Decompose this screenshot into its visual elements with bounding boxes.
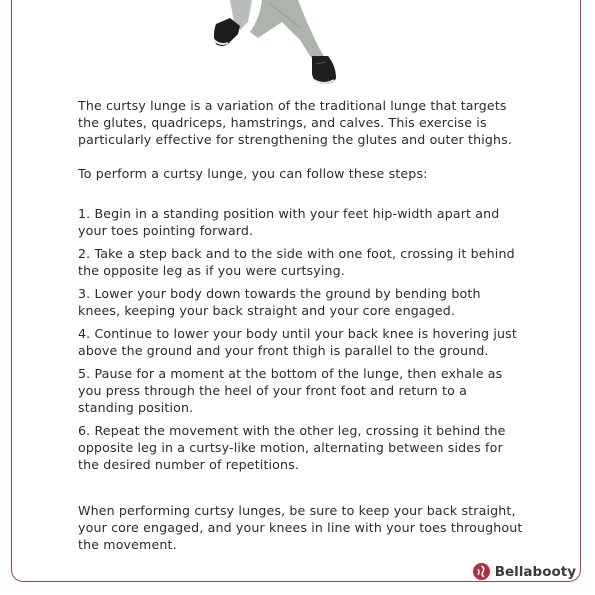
step-item: 1. Begin in a standing position with your feet hip-width apart and your toes pointing forward. xyxy=(78,206,500,238)
article-body xyxy=(78,97,524,553)
exercise-illustration xyxy=(200,0,350,88)
step-item: 6. Repeat the movement with the other leg, crossing it behind the opposite leg in a curtsy-like motion, alternating between sides for the desired number of repetitions. xyxy=(78,423,506,472)
steps-intro: To perform a curtsy lunge, you can follow these steps: xyxy=(78,166,428,181)
step-item: 3. Lower your body down towards the ground by bending both knees, keeping your back straight and your core engaged. xyxy=(78,286,481,318)
steps-list xyxy=(78,205,524,473)
bellabooty-logo-icon xyxy=(473,563,490,580)
step-item: 4. Continue to lower your body until your back knee is hovering just above the ground and your front thigh is parallel to the ground. xyxy=(78,326,517,358)
brand-name: Bellabooty xyxy=(494,563,576,580)
brand-watermark xyxy=(473,563,576,580)
intro-paragraph: The curtsy lunge is a variation of the traditional lunge that targets the glutes, quadriceps, hamstrings, and calves. This exercise is particularly effective for strengthening the glutes and outer thighs. xyxy=(78,98,513,147)
step-item: 2. Take a step back and to the side with one foot, crossing it behind the opposite leg as if you were curtsying. xyxy=(78,246,515,278)
closing-paragraph: When performing curtsy lunges, be sure to keep your back straight, your core engaged, and your knees in line with your toes throughout the movement. xyxy=(78,503,523,552)
step-item: 5. Pause for a moment at the bottom of the lunge, then exhale as you press through the heel of your front foot and return to a standing position. xyxy=(78,366,503,415)
